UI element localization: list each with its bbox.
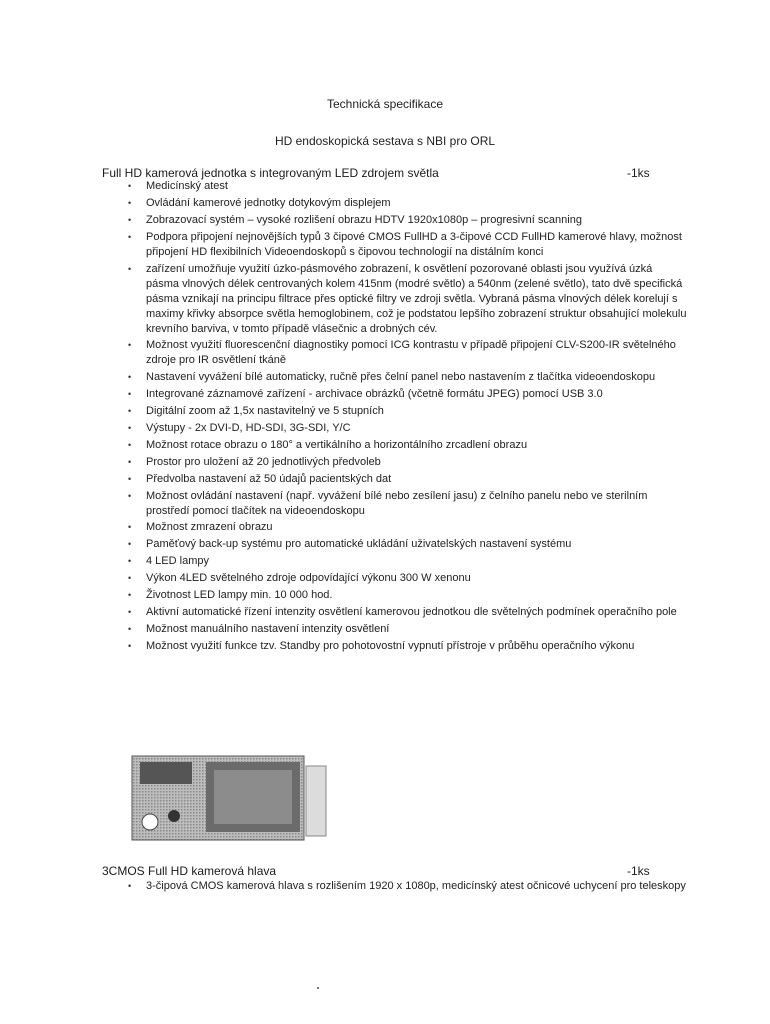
document-subtitle: HD endoskopická sestava s NBI pro ORL bbox=[274, 134, 496, 148]
section-heading-text: Full HD kamerová jednotka s integrovaným LED zdrojem světla bbox=[102, 166, 439, 180]
spec-item: • Životnost LED lampy min. 10 000 hod. bbox=[128, 588, 688, 603]
spec-item: • Prostor pro uložení až 20 jednotlivých předvoleb bbox=[128, 455, 688, 470]
spec-item: • Podpora připojení nejnovějších typů 3 čipové CMOS FullHD a 3-čipové CCD FullHD kamerové hlavy, možnost připojení HD flexibilních Videoendoskopů s čipovou technologií na distálním konci bbox=[128, 230, 688, 260]
spec-item: • Možnost rotace obrazu o 180° a vertikálního a horizontálního zrcadlení obrazu bbox=[128, 438, 688, 453]
spec-item: • Medicínský atest bbox=[128, 179, 688, 194]
section-heading-text: 3CMOS Full HD kamerová hlava bbox=[102, 864, 277, 878]
document-title: Technická specifikace bbox=[326, 97, 444, 111]
spec-item: • Digitální zoom až 1,5x nastavitelný ve 5 stupních bbox=[128, 404, 688, 419]
spec-item: • Zobrazovací systém – vysoké rozlišení obrazu HDTV 1920x1080p – progresivní scanning bbox=[128, 213, 688, 228]
spec-item: • Předvolba nastavení až 50 údajů pacientských dat bbox=[128, 472, 688, 487]
spec-item: • zařízení umožňuje využití úzko-pásmového zobrazení, k osvětlení pozorované oblasti jsou využívá úzká pásma vlnových délek centrovaných kolem 415nm (modré světlo) a 540nm (zelené světlo), tato dvě specifická pásma vznikají na principu filtrace přes optické filtry ve zdroji světla. Vybraná pásma vlnových délek korelují s maximy křivky absorpce světla hemoglobinem, což je podstatou lepšího zobrazení struktur obsahující molekulu krevního barviva, v tomto případě vlásečnic a drobných cév. bbox=[128, 262, 688, 337]
section-quantity: -1ks bbox=[627, 864, 650, 878]
spec-item: • 3-čipová CMOS kamerová hlava s rozlišením 1920 x 1080p, medicínský atest očnicové uchycení pro teleskopy bbox=[128, 879, 688, 894]
spec-list-camera-unit bbox=[128, 179, 688, 656]
page-mark bbox=[317, 987, 319, 989]
spec-item: • Možnost využití funkce tzv. Standby pro pohotovostní vypnutí přístroje v průběhu operačního výkonu bbox=[128, 639, 688, 654]
spec-item: • Nastavení vyvážení bílé automaticky, ručně přes čelní panel nebo nastavením z tlačítka videoendoskopu bbox=[128, 370, 688, 385]
section-quantity: -1ks bbox=[627, 166, 650, 180]
spec-list-camera-head bbox=[128, 879, 688, 896]
spec-item: • Možnost využití fluorescenční diagnostiky pomocí ICG kontrastu v případě připojení CLV-S200-IR světelného zdroje pro IR osvětlení tkáně bbox=[128, 338, 688, 368]
spec-item: • Možnost manuálního nastavení intenzity osvětlení bbox=[128, 622, 688, 637]
section-heading-camera-unit bbox=[102, 166, 662, 180]
spec-item: • Ovládání kamerové jednotky dotykovým displejem bbox=[128, 196, 688, 211]
spec-item: • Možnost zmrazení obrazu bbox=[128, 520, 688, 535]
spec-item: • Výkon 4LED světelného zdroje odpovídající výkonu 300 W xenonu bbox=[128, 571, 688, 586]
spec-item: • 4 LED lampy bbox=[128, 554, 688, 569]
section-heading-camera-head bbox=[102, 864, 662, 878]
spec-item: • Výstupy - 2x DVI-D, HD-SDI, 3G-SDI, Y/C bbox=[128, 421, 688, 436]
spec-item: • Aktivní automatické řízení intenzity osvětlení kamerovou jednotkou dle světelných podmínek operačního pole bbox=[128, 605, 688, 620]
spec-item: • Paměťový back-up systému pro automatické ukládání uživatelských nastavení systému bbox=[128, 537, 688, 552]
spec-item: • Možnost ovládání nastavení (např. vyvážení bílé nebo zesílení jasu) z čelního panelu nebo ve sterilním prostředí pomocí tlačítek na videoendoskopu bbox=[128, 489, 688, 519]
spec-item: • Integrované záznamové zařízení - archivace obrázků (včetně formátu JPEG) pomocí USB 3.0 bbox=[128, 387, 688, 402]
product-photo bbox=[130, 752, 330, 850]
